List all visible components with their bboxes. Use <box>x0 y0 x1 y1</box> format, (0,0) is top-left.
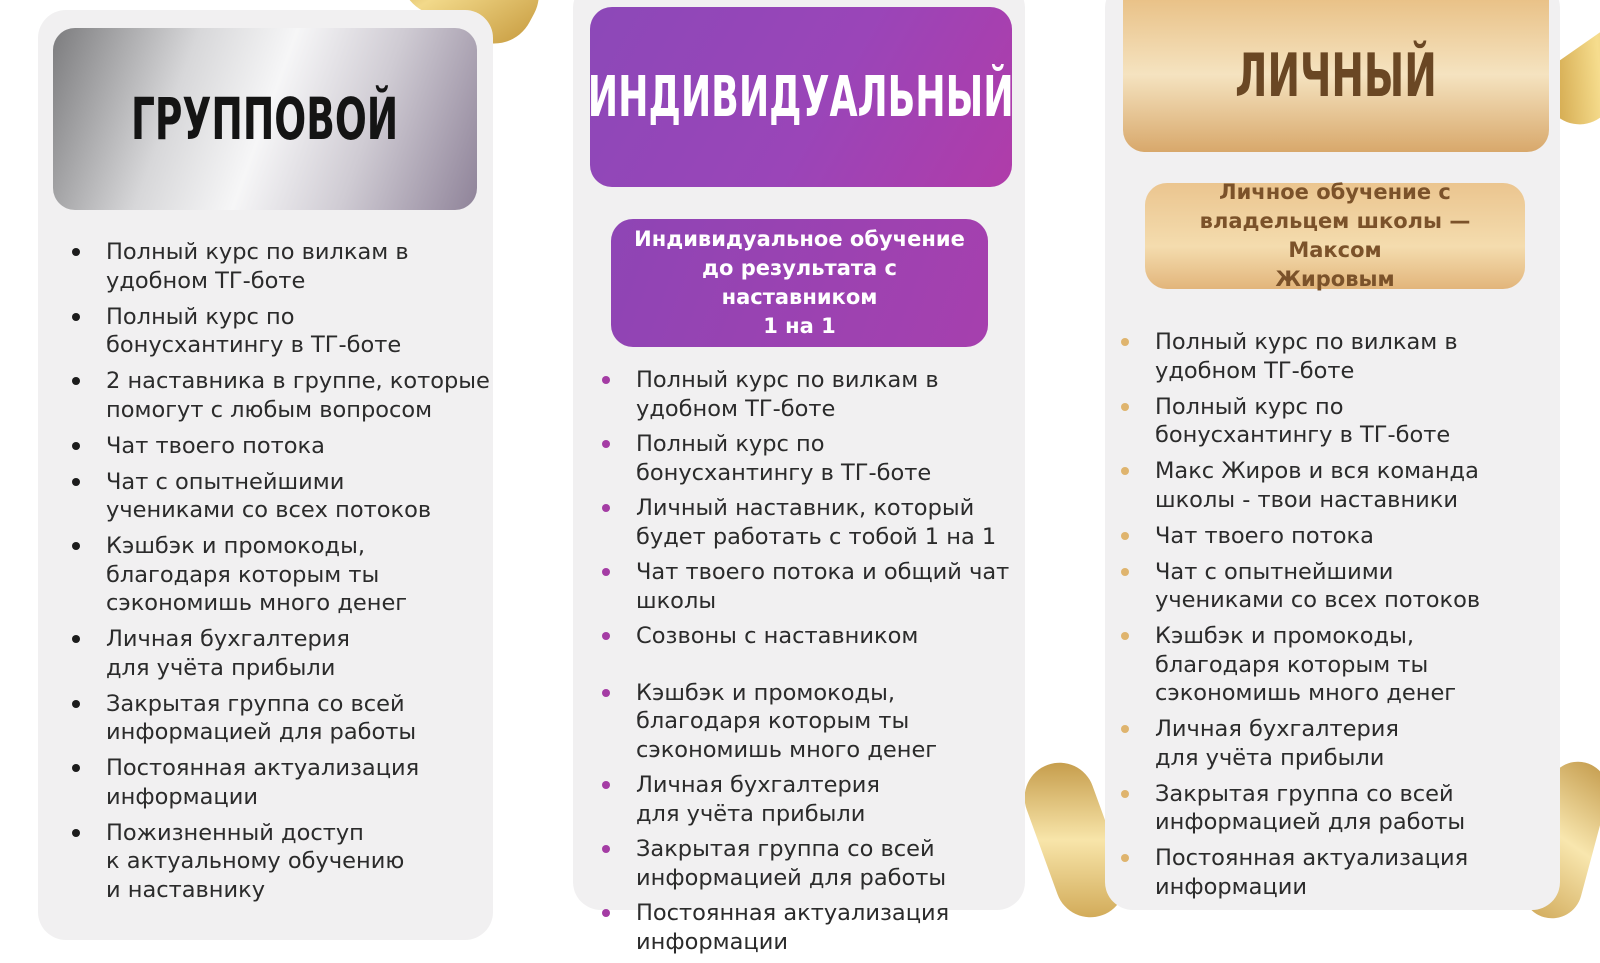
list-item: Закрытая группа со всей информацией для работы <box>38 690 490 747</box>
list-item: Чат твоего потока <box>1087 522 1480 551</box>
list-item: Закрытая группа со всей информацией для работы <box>1087 780 1480 837</box>
list-item: Постоянная актуализация информации <box>38 754 490 811</box>
plan-card-personal <box>1105 0 1560 910</box>
list-item: Чат твоего потока и общий чат школы <box>568 558 1025 615</box>
list-item: Пожизненный доступ к актуальному обучению и наставнику <box>38 819 490 905</box>
list-item: Созвоны с наставником <box>568 622 1025 651</box>
list-item: Полный курс по бонусхантингу в ТГ-боте <box>38 303 490 360</box>
plan-title-personal: ЛИЧНЫЙ <box>1123 0 1549 152</box>
list-item: Полный курс по бонусхантингу в ТГ-боте <box>1087 393 1480 450</box>
list-item: Закрытая группа со всей информацией для работы <box>568 835 1025 892</box>
feature-list-personal <box>1087 328 1480 909</box>
list-item: Личный наставник, который будет работать с тобой 1 на 1 <box>568 494 1025 551</box>
list-item: Постоянная актуализация информации <box>1087 844 1480 901</box>
plan-subtitle-individual <box>611 219 988 347</box>
subtitle-text: Личное обучение с владельцем школы — Максом Жировым <box>1199 180 1471 291</box>
feature-list-group <box>38 238 490 912</box>
list-item: Полный курс по вилкам в удобном ТГ-боте <box>1087 328 1480 385</box>
list-item: Постоянная актуализация информации <box>568 899 1025 956</box>
list-item: Чат твоего потока <box>38 432 490 461</box>
list-item: Чат с опытнейшими учениками со всех потоков <box>38 468 490 525</box>
list-item: Личная бухгалтерия для учёта прибыли <box>1087 715 1480 772</box>
list-item: Личная бухгалтерия для учёта прибыли <box>568 771 1025 828</box>
list-item: Полный курс по бонусхантингу в ТГ-боте <box>568 430 1025 487</box>
plan-card-group <box>38 10 493 940</box>
list-item: 2 наставника в группе, которые помогут с любым вопросом <box>38 367 490 424</box>
plan-title-group: ГРУППОВОЙ <box>53 28 477 210</box>
list-item: Кэшбэк и промокоды, благодаря которым ты сэкономишь много денег <box>1087 622 1480 708</box>
list-item: Личная бухгалтерия для учёта прибыли <box>38 625 490 682</box>
feature-list-individual <box>568 366 1025 963</box>
plan-card-individual <box>573 0 1025 955</box>
list-item: Полный курс по вилкам в удобном ТГ-боте <box>38 238 490 295</box>
plan-subtitle-personal <box>1145 180 1525 291</box>
list-item: Кэшбэк и промокоды, благодаря которым ты сэкономишь много денег <box>38 532 490 618</box>
list-item: Полный курс по вилкам в удобном ТГ-боте <box>568 366 1025 423</box>
subtitle-text: Индивидуальное обучение до результата с наставником 1 на 1 <box>634 227 965 338</box>
plan-title-individual: ИНДИВИДУАЛЬНЫЙ <box>590 7 1012 187</box>
list-item: Кэшбэк и промокоды, благодаря которым ты сэкономишь много денег <box>568 679 1025 765</box>
list-item: Чат с опытнейшими учениками со всех потоков <box>1087 558 1480 615</box>
list-item: Макс Жиров и вся команда школы - твои наставники <box>1087 457 1480 514</box>
